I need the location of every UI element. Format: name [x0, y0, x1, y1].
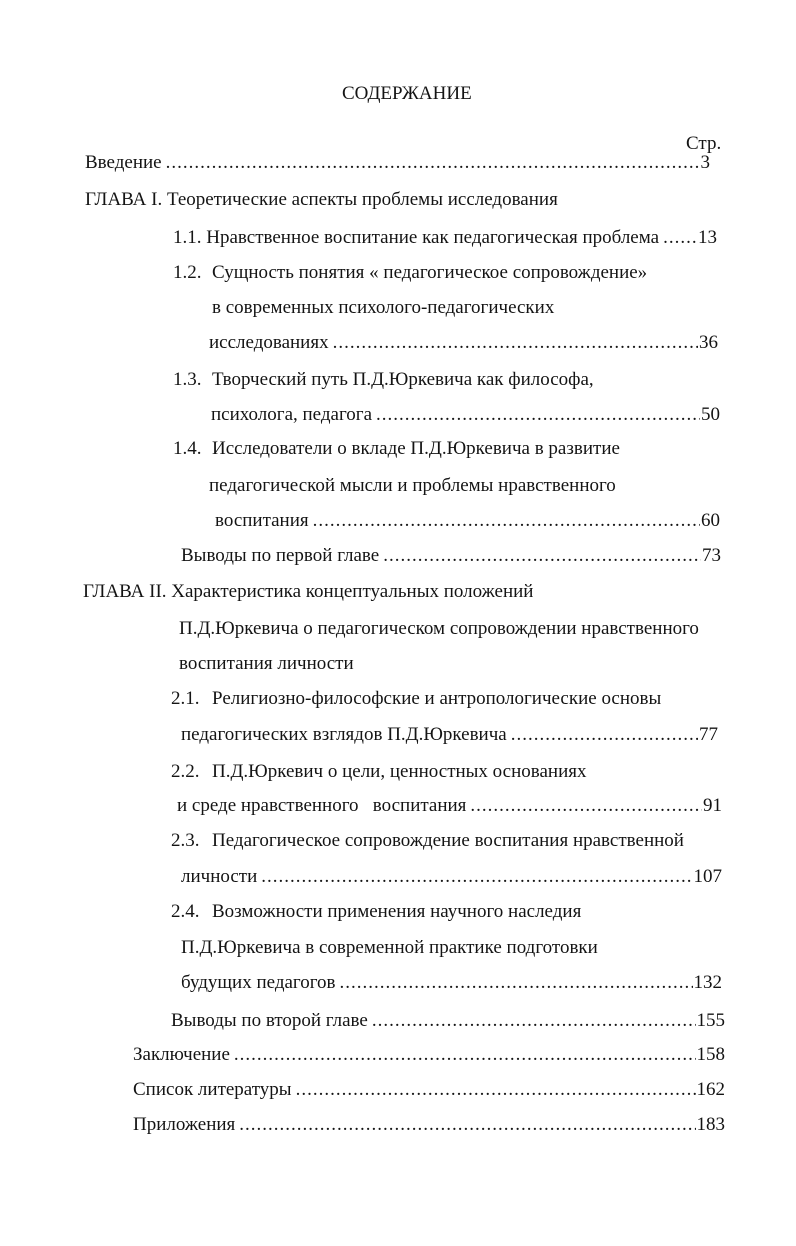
toc-entry-2-4-line2[interactable]: П.Д.Юркевича в современной практике подготовки [181, 937, 598, 958]
toc-chapter-1[interactable]: ГЛАВА I. Теоретические аспекты проблемы исследования [85, 189, 558, 210]
toc-entry-2-3-line2[interactable] [181, 866, 722, 888]
toc-page-number: 155 [696, 1010, 725, 1031]
toc-entry-2-4-line1[interactable]: Возможности применения научного наследия [212, 901, 582, 922]
toc-number-2-4: 2.4. [171, 901, 200, 922]
leader-dots [372, 1010, 696, 1032]
toc-page-number: 73 [702, 545, 721, 566]
toc-entry-1-4-line1[interactable]: Исследователи о вкладе П.Д.Юркевича в развитие [212, 438, 620, 459]
toc-number-1-2: 1.2. [173, 262, 202, 283]
toc-entry-1-2-line3[interactable] [209, 332, 718, 354]
toc-page-number: 13 [698, 227, 717, 248]
page-column-label: Стр. [686, 133, 722, 154]
toc-label: личности [181, 866, 258, 887]
toc-label: воспитания [215, 510, 309, 531]
toc-page-number: 158 [696, 1044, 725, 1065]
toc-page-number: 3 [700, 152, 710, 173]
toc-number-2-3: 2.3. [171, 830, 200, 851]
toc-entry-1-1[interactable] [173, 227, 717, 249]
toc-number-1-4: 1.4. [173, 438, 202, 459]
toc-entry-2-3-line1[interactable]: Педагогическое сопровождение воспитания нравственной [212, 830, 684, 851]
toc-page-number: 107 [693, 866, 722, 887]
leader-dots [376, 404, 700, 426]
toc-chapter-2-line3[interactable]: воспитания личности [179, 653, 354, 674]
toc-entry-1-3-line2[interactable] [211, 404, 720, 426]
toc-label: педагогических взглядов П.Д.Юркевича [181, 724, 507, 745]
toc-label: Введение [85, 152, 162, 173]
leader-dots [234, 1044, 696, 1066]
toc-label: исследованиях [209, 332, 329, 353]
toc-entry-conclusions-2[interactable] [171, 1010, 725, 1032]
toc-page-number: 162 [696, 1079, 725, 1100]
toc-page-number: 50 [701, 404, 720, 425]
toc-entry-1-4-line2[interactable]: педагогической мысли и проблемы нравственного [209, 475, 616, 496]
toc-page-number: 132 [693, 972, 722, 993]
leader-dots [313, 510, 700, 532]
toc-label: Выводы по первой главе [181, 545, 380, 566]
toc-page-number: 77 [699, 724, 718, 745]
leader-dots [333, 332, 698, 354]
leader-dots [166, 152, 700, 174]
toc-entry-references[interactable] [133, 1079, 725, 1101]
toc-chapter-2-line2[interactable]: П.Д.Юркевича о педагогическом сопровождении нравственного [179, 618, 699, 639]
toc-entry-2-1-line2[interactable] [181, 724, 718, 746]
leader-dots [261, 866, 692, 888]
toc-label: Заключение [133, 1044, 230, 1065]
toc-entry-2-2-line2[interactable] [177, 795, 722, 817]
toc-label: и среде нравственного воспитания [177, 795, 467, 816]
toc-entry-appendices[interactable] [133, 1114, 725, 1136]
page-title: СОДЕРЖАНИЕ [342, 83, 472, 104]
leader-dots [383, 545, 701, 567]
toc-label: Список литературы [133, 1079, 292, 1100]
toc-label: Выводы по второй главе [171, 1010, 368, 1031]
toc-entry-1-2-line2[interactable]: в современных психолого-педагогических [212, 297, 555, 318]
leader-dots [511, 724, 698, 746]
toc-chapter-2-line1[interactable]: ГЛАВА II. Характеристика концептуальных положений [83, 581, 534, 602]
toc-label: будущих педагогов [181, 972, 336, 993]
toc-page-number: 60 [701, 510, 720, 531]
toc-number-1-3: 1.3. [173, 369, 202, 390]
leader-dots [296, 1079, 696, 1101]
toc-page-number: 36 [699, 332, 718, 353]
toc-entry-intro[interactable] [85, 152, 710, 174]
toc-entry-conclusions-1[interactable] [181, 545, 721, 567]
toc-label: Приложения [133, 1114, 236, 1135]
toc-entry-1-3-line1[interactable]: Творческий путь П.Д.Юркевича как философа, [212, 369, 594, 390]
toc-entry-1-4-line3[interactable] [215, 510, 720, 532]
toc-label: психолога, педагога [211, 404, 372, 425]
leader-dots [470, 795, 702, 817]
toc-page-number: 91 [703, 795, 722, 816]
toc-page-number: 183 [696, 1114, 725, 1135]
toc-entry-2-1-line1[interactable]: Религиозно-философские и антропологические основы [212, 688, 662, 709]
toc-number-2-2: 2.2. [171, 761, 200, 782]
leader-dots [239, 1114, 695, 1136]
leader-dots [340, 972, 693, 994]
toc-entry-2-2-line1[interactable]: П.Д.Юркевич о цели, ценностных основаниях [212, 761, 587, 782]
leader-dots [663, 227, 697, 249]
toc-entry-conclusion[interactable] [133, 1044, 725, 1066]
toc-entry-1-2-line1[interactable]: Сущность понятия « педагогическое сопровождение» [212, 262, 648, 283]
toc-number-2-1: 2.1. [171, 688, 200, 709]
toc-label: 1.1. Нравственное воспитание как педагогическая проблема [173, 227, 660, 248]
toc-entry-2-4-line3[interactable] [181, 972, 722, 994]
